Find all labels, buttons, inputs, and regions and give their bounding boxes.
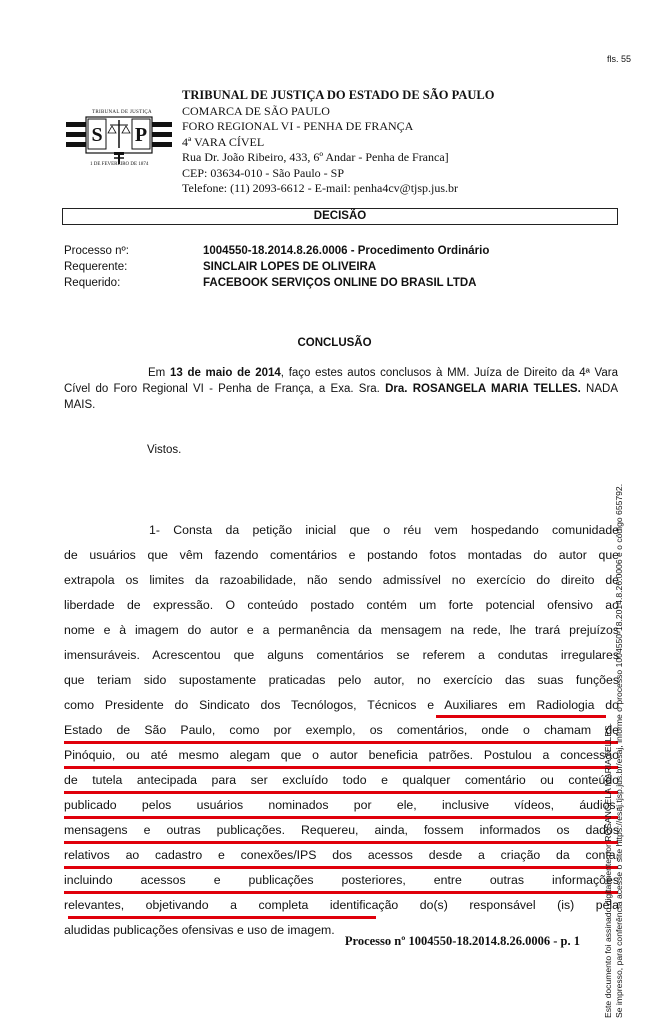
requerente-value: SINCLAIR LOPES DE OLIVEIRA xyxy=(203,261,377,273)
highlight-underline xyxy=(64,891,618,894)
case-info xyxy=(64,243,489,291)
requerido-value: FACEBOOK SERVIÇOS ONLINE DO BRASIL LTDA xyxy=(203,277,477,289)
highlight-underline xyxy=(64,866,618,869)
requerente-label: Requerente: xyxy=(64,261,128,273)
conclusao-date: 13 de maio de 2014 xyxy=(169,367,281,379)
address-line: Rua Dr. João Ribeiro, 433, 6º Andar - Penha de Franca] xyxy=(182,150,449,164)
body-line: Pinóquio, ou até mesmo alegam que o autor beneficia patrões. Postulou a concessão xyxy=(64,748,619,762)
body-line: mensagens e outras publicações. Requereu, ainda, fossem informados os dados xyxy=(64,823,619,837)
body-line: relevantes, objetivando a completa identificação do(s) responsável (is) pela xyxy=(64,898,619,912)
case-row-processo xyxy=(64,243,489,259)
crest-letter-p: P xyxy=(134,124,148,146)
foro-line: FORO REGIONAL VI - PENHA DE FRANÇA xyxy=(182,119,414,133)
decision-title-box: DECISÃO xyxy=(62,208,618,225)
body-line: aludidas publicações ofensivas e uso de imagem. xyxy=(64,923,335,937)
processo-value: 1004550-18.2014.8.26.0006 - Procedimento Ordinário xyxy=(203,245,490,257)
comarca-line: COMARCA DE SÃO PAULO xyxy=(182,103,330,118)
body-line: liberdade de expressão. O conteúdo postado contém um forte potencial ofensivo ao xyxy=(64,598,619,612)
conclusao-text-1: Em xyxy=(148,367,170,379)
signature-line-1: Este documento foi assinado digitalmente por ROSANGELA MARIA TELLES. xyxy=(603,722,613,1018)
body-line: relativos ao cadastro e conexões/IPS dos acessos desde a criação da conta, xyxy=(64,848,619,862)
case-row-requerente xyxy=(64,259,489,275)
court-name: TRIBUNAL DE JUSTIÇA DO ESTADO DE SÃO PAULO xyxy=(182,88,495,102)
processo-label: Processo nº: xyxy=(64,245,129,257)
conclusao-text-3: NADA MAIS. xyxy=(64,383,618,411)
highlight-underline xyxy=(64,766,618,769)
highlight-underline xyxy=(436,715,606,718)
highlight-underline xyxy=(64,791,618,794)
body-line: que teriam sido supostamente praticadas pelo autor, no exercício das suas funções xyxy=(64,673,619,687)
body-line: de usuários que vêm fazendo comentários e postando fotos montadas do autor que xyxy=(64,548,619,562)
crest-top-text: TRIBUNAL DE JUSTIÇA xyxy=(92,110,152,115)
body-line: nome e à imagem do autor e a permanência da mensagem na rede, lhe trará prejuízos xyxy=(64,623,619,637)
case-row-requerido xyxy=(64,275,489,291)
body-line: como Presidente do Sindicato dos Tecnólogos, Técnicos e Auxiliares em Radiologia do xyxy=(64,698,619,712)
contact-line: Telefone: (11) 2093-6612 - E-mail: penha4cv@tjsp.jus.br xyxy=(182,181,459,195)
crest-emblem-icon xyxy=(64,108,174,178)
body-line: incluindo acessos e publicações posteriores, entre outras informações xyxy=(64,873,619,887)
highlight-underline xyxy=(64,741,618,744)
page-number-label: fls. 55 xyxy=(606,54,631,64)
signature-line-2: Se impresso, para conferência acesse o site https://esaj.tjsp.jus.br/esaj, informe o processo 1004550-18.2014.8.26.0006 e o código 655792. xyxy=(614,483,624,1018)
judge-name: Dra. ROSANGELA MARIA TELLES. xyxy=(385,383,581,395)
vara-line: 4ª VARA CÍVEL xyxy=(182,134,265,149)
body-line: Estado de São Paulo, como por exemplo, os comentários, onde o chamam de xyxy=(64,723,619,737)
body-line: imensuráveis. Acrescentou que alguns comentários se referem a condutas irregulares xyxy=(64,648,619,662)
vistos-text: Vistos. xyxy=(147,444,182,456)
conclusao-text-2: , faço estes autos conclusos à MM. Juíza de Direito da 4ª Vara Cível do Foro Regional VI - Penha de França, a Exa. Sra. xyxy=(64,367,618,395)
crest-letter-s: S xyxy=(91,124,103,146)
body-line: publicado pelos usuários nominados por ele, inclusive vídeos, áudios, xyxy=(64,798,619,812)
highlight-underline xyxy=(68,916,376,919)
cep-line: CEP: 03634-010 - São Paulo - SP xyxy=(182,165,345,180)
body-line: 1- Consta da petição inicial que o réu vem hospedando comunidade xyxy=(149,523,619,537)
digital-signature-notice xyxy=(603,338,625,1018)
body-line: extrapola os limites da razoabilidade, não sendo admissível no exercício do direito de xyxy=(64,573,619,587)
highlight-underline xyxy=(64,816,618,819)
page-footer: Processo nº 1004550-18.2014.8.26.0006 - p. 1 xyxy=(344,934,580,948)
court-header xyxy=(182,88,494,197)
conclusao-title: CONCLUSÃO xyxy=(297,337,372,349)
decision-body-paragraph xyxy=(64,518,619,943)
highlight-underline xyxy=(64,841,618,844)
conclusao-paragraph xyxy=(64,365,618,413)
body-line: de tutela antecipada para ser excluído todo e qualquer comentário ou conteúdo xyxy=(64,773,619,787)
crest-bottom-text: 1 DE FEVEREIRO DE 1874 xyxy=(90,162,149,167)
requerido-label: Requerido: xyxy=(64,277,121,289)
court-crest-logo xyxy=(64,108,174,178)
